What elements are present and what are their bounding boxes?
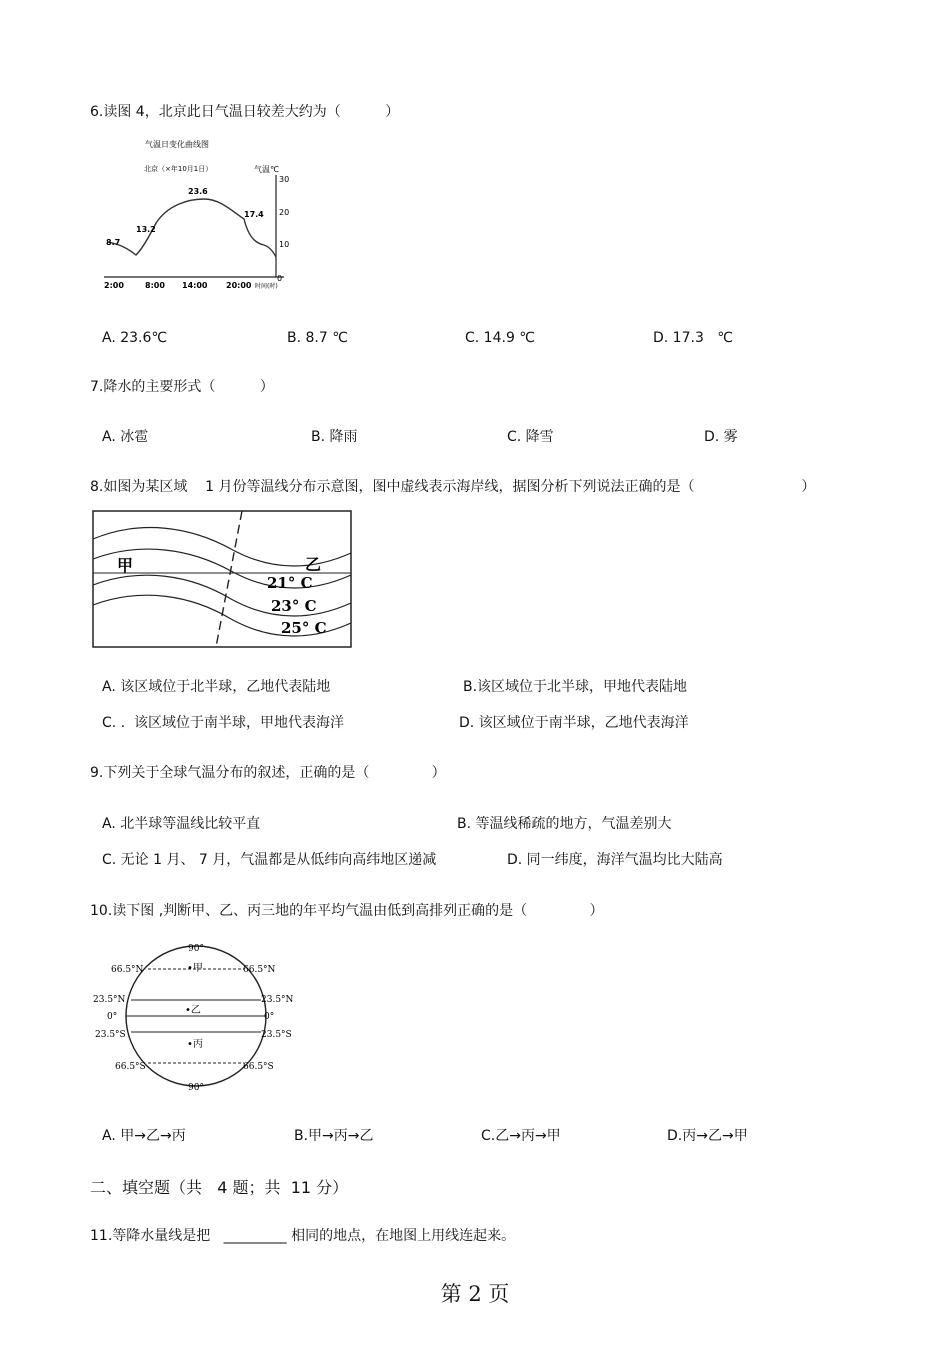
lat-label: 0° — [107, 1012, 118, 1022]
y-tick: 0 — [277, 274, 283, 283]
q10-option-d[interactable]: D.丙→乙→甲 — [667, 1128, 748, 1144]
point-label: 13.2 — [136, 225, 156, 234]
q7-option-b[interactable]: B. 降雨 — [311, 429, 358, 445]
north-pole-label: 90° — [188, 944, 204, 954]
q6-option-d[interactable]: D. 17.3 ℃ — [653, 330, 733, 346]
point-jia: •甲 — [187, 963, 203, 974]
q11-stem: 11.等降水量线是把 _________ 相同的地点，在地图上用线连起来。 — [90, 1228, 516, 1244]
lat-label: 66.5°N — [111, 965, 144, 975]
lat-label: 0° — [264, 1012, 275, 1022]
q10-stem: 10.读下图 ,判断甲、乙、丙三地的年平均气温由低到高排列正确的是（ ） — [90, 903, 604, 919]
q6-option-a[interactable]: A. 23.6℃ — [102, 330, 168, 346]
iso-label: 23° C — [271, 597, 317, 615]
q6-temperature-chart — [98, 135, 298, 295]
lat-label: 23.5°S — [95, 1030, 126, 1040]
q8-isotherm-diagram — [91, 509, 353, 649]
chart-y-label: 气温℃ — [254, 165, 279, 174]
q7-option-c[interactable]: C. 降雪 — [507, 429, 554, 445]
q7-option-a[interactable]: A. 冰雹 — [102, 429, 149, 445]
q9-option-b[interactable]: B. 等温线稀疏的地方，气温差别大 — [457, 816, 672, 832]
point-label: 17.4 — [244, 210, 264, 219]
x-tick: 2:00 — [104, 281, 124, 290]
q8-option-d[interactable]: D. 该区域位于南半球，乙地代表海洋 — [459, 715, 689, 731]
page-number: 第 2 页 — [440, 1282, 510, 1306]
x-tick: 20:00 — [226, 281, 252, 290]
lat-label: 23.5°N — [93, 995, 126, 1005]
section-heading: 二、填空题（共 4 题；共 11 分） — [90, 1178, 349, 1197]
lat-label: 66.5°N — [243, 965, 276, 975]
q10-option-a[interactable]: A. 甲→乙→丙 — [102, 1128, 186, 1144]
q10-globe-diagram — [91, 940, 301, 1093]
temperature-curve — [108, 199, 276, 257]
q8-option-a[interactable]: A. 该区域位于北半球，乙地代表陆地 — [102, 679, 331, 695]
x-tick: 8:00 — [145, 281, 165, 290]
lat-label: 23.5°S — [261, 1030, 292, 1040]
q10-option-c[interactable]: C.乙→丙→甲 — [481, 1128, 561, 1144]
iso-label: 25° C — [281, 619, 327, 637]
point-label: 23.6 — [188, 187, 208, 196]
y-tick: 30 — [279, 175, 290, 184]
q7-option-d[interactable]: D. 雾 — [704, 429, 738, 445]
q8-stem: 8.如图为某区域 1 月份等温线分布示意图，图中虚线表示海岸线，据图分析下列说法正确的是（ ） — [90, 479, 816, 495]
point-yi: •乙 — [185, 1005, 201, 1016]
q9-stem: 9.下列关于全球气温分布的叙述，正确的是（ ） — [90, 765, 446, 781]
q10-option-b[interactable]: B.甲→丙→乙 — [294, 1128, 374, 1144]
x-unit: 时间(时) — [255, 283, 278, 290]
q9-option-a[interactable]: A. 北半球等温线比较平直 — [102, 816, 261, 832]
q9-option-c[interactable]: C. 无论 1 月、 7 月，气温都是从低纬向高纬地区递减 — [102, 852, 437, 868]
q8-option-b[interactable]: B.该区域位于北半球，甲地代表陆地 — [463, 679, 688, 695]
point-bing: •丙 — [187, 1039, 203, 1050]
lat-label: 66.5°S — [115, 1062, 146, 1072]
chart-title: 气温日变化曲线图 — [145, 140, 209, 149]
lat-label: 66.5°S — [243, 1062, 274, 1072]
chart-subtitle: 北京（×年10月1日） — [144, 165, 213, 173]
lat-label: 23.5°N — [261, 995, 294, 1005]
south-pole-label: 90° — [188, 1083, 204, 1093]
q6-option-b[interactable]: B. 8.7 ℃ — [287, 330, 348, 346]
label-jia: 甲 — [117, 556, 134, 575]
point-label: 8.7 — [106, 238, 121, 247]
y-tick: 10 — [279, 240, 290, 249]
q7-stem: 7.降水的主要形式（ ） — [90, 379, 274, 395]
x-tick: 14:00 — [182, 281, 208, 290]
iso-label: 21° C — [267, 574, 313, 592]
q8-option-c[interactable]: C. . 该区域位于南半球，甲地代表海洋 — [102, 715, 345, 731]
label-yi: 乙 — [305, 555, 322, 574]
q9-option-d[interactable]: D. 同一纬度，海洋气温均比大陆高 — [507, 852, 723, 868]
q6-option-c[interactable]: C. 14.9 ℃ — [465, 330, 536, 346]
y-tick: 20 — [279, 208, 290, 217]
q6-stem: 6.读图 4，北京此日气温日较差大约为（ ） — [90, 104, 400, 120]
